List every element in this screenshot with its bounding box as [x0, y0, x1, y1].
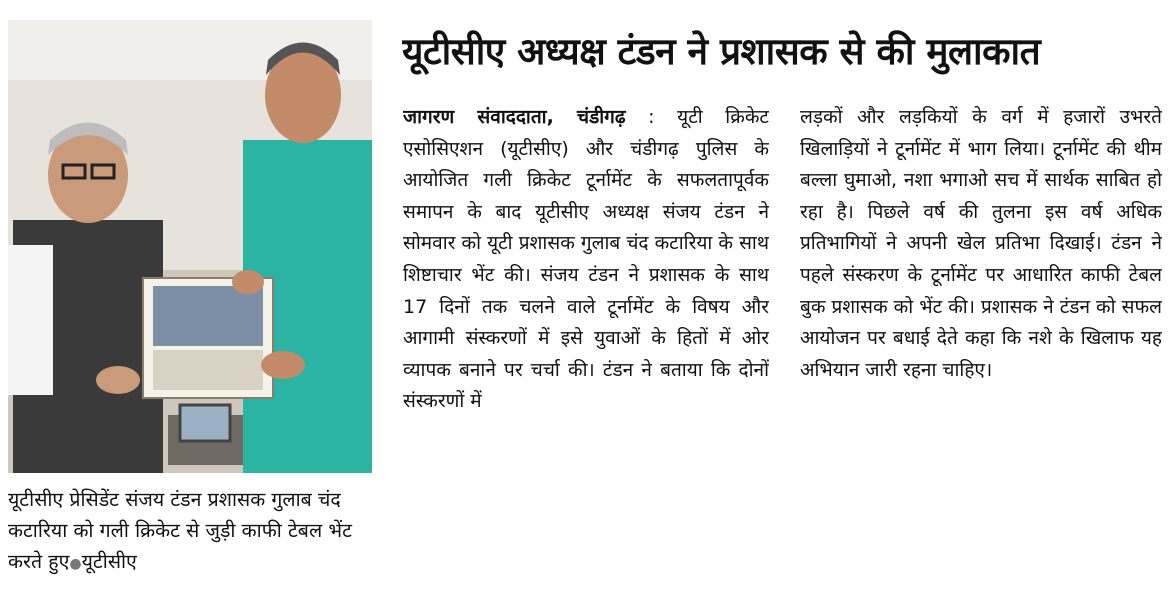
- article-text-1: : यूटी क्रिकेट एसोसिएशन (यूटीसीए) और चंडीगढ़ पुलिस के आयोजित गली क्रिकेट टूर्नामेंट के सफलतापूर्वक समापन के बाद यूटीसीए अध्यक्ष संजय टंडन ने सोमवार को यूटी प्रशासक गुलाब चंद कटारिया के साथ शिष्टाचार भेंट की। संजय टंडन ने प्रशासक के साथ 17 दिनों तक चलने वाले टूर्नामेंट के विषय और आगामी संस्करणों में इसे युवाओं के हितों में ओर व्यापक बनाने पर चर्चा की। टंडन ने बताया कि दोनों संस्करणों में: [403, 106, 769, 413]
- caption-credit: यूटीसीए: [81, 550, 137, 573]
- news-photo: [8, 20, 372, 473]
- photo-illustration: [8, 20, 372, 473]
- caption-credit-separator: ●: [69, 556, 82, 572]
- article-byline: जागरण संवाददाता, चंडीगढ़: [403, 106, 626, 128]
- article-column-1: [403, 102, 769, 604]
- caption-text: यूटीसीए प्रेसिडेंट संजय टंडन प्रशासक गुलाब चंद कटारिया को गली क्रिकेट से जुड़ी काफी टेबल भेंट करते हुए: [8, 488, 352, 573]
- article-text-2: लड़कों और लड़कियों के वर्ग में हजारों उभरते खिलाड़ियों ने टूर्नामेंट में भाग लिया। टूर्नामेंट की थीम बल्ला घुमाओ, नशा भगाओ सच में सार्थक साबित हो रहा है। पिछले वर्ष की तुलना इस वर्ष अधिक प्रतिभागियों ने अपनी खेल प्रतिभा दिखाई। टंडन ने पहले संस्करण के टूर्नामेंट पर आधारित काफी टेबल बुक प्रशासक को भेंट की। प्रशासक ने टंडन को सफल आयोजन पर बधाई देते कहा कि नशे के खिलाफ यह अभियान जारी रहना चाहिए।: [800, 106, 1162, 381]
- article-column-2: [800, 102, 1162, 604]
- headline: यूटीसीए अध्यक्ष टंडन ने प्रशासक से की मुलाकात: [402, 30, 1041, 73]
- photo-caption: [8, 484, 374, 580]
